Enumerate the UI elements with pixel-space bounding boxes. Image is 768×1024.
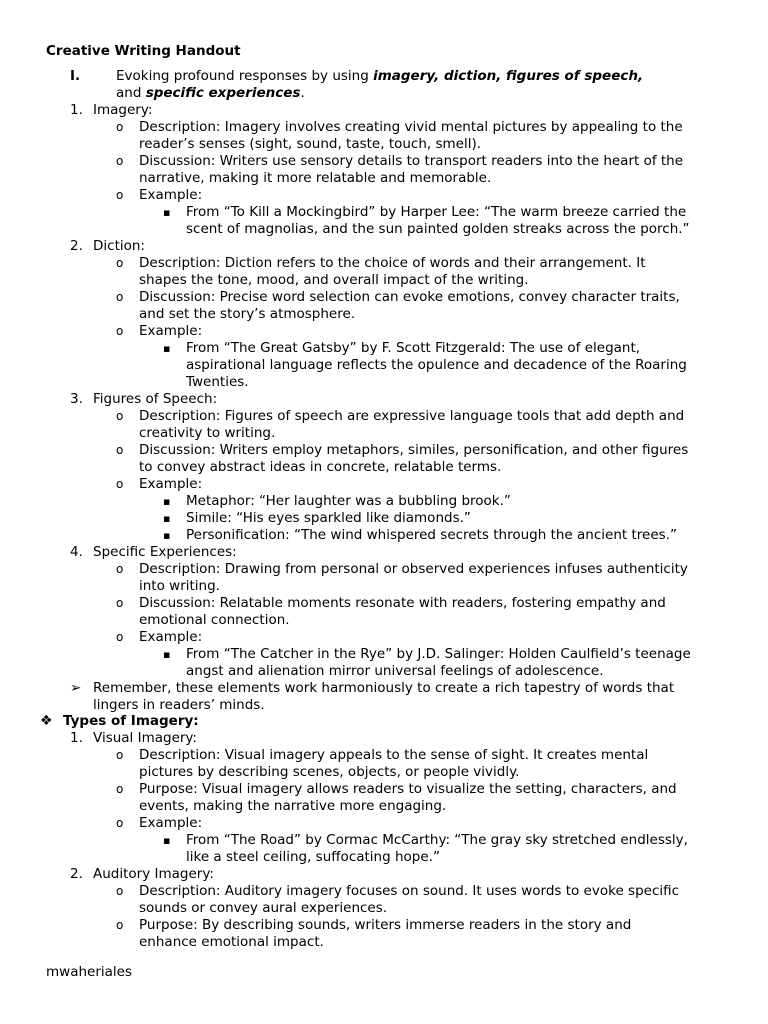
list-item: Description: Figures of speech are expressive language tools that add depth and	[139, 408, 685, 424]
square-bullet-icon: ▪	[163, 648, 171, 661]
roman-marker: I.	[70, 68, 81, 84]
list-item: Metaphor: “Her laughter was a bubbling brook.”	[186, 493, 511, 509]
list-item: scent of magnolias, and the sun painted golden streaks across the porch.”	[186, 221, 690, 237]
section-title: Types of Imagery:	[63, 713, 199, 729]
section-heading: Diction:	[93, 238, 145, 254]
arrow-bullet-icon: ➢	[70, 680, 82, 696]
list-item: Personification: “The wind whispered secrets through the ancient trees.”	[186, 527, 677, 543]
list-item: Simile: “His eyes sparkled like diamonds.”	[186, 510, 471, 526]
circle-bullet-icon: o	[116, 816, 124, 830]
list-item: Purpose: By describing sounds, writers immerse readers in the story and	[139, 917, 632, 933]
square-bullet-icon: ▪	[163, 512, 171, 525]
list-item: aspirational language reflects the opulence and decadence of the Roaring	[186, 357, 687, 373]
list-item: Purpose: Visual imagery allows readers to visualize the setting, characters, and	[139, 781, 677, 797]
list-number: 3.	[70, 391, 83, 407]
list-item: Description: Drawing from personal or observed experiences infuses authenticity	[139, 561, 688, 577]
text: .	[300, 85, 305, 101]
list-item: Discussion: Writers use sensory details to transport readers into the heart of the	[139, 153, 684, 169]
list-item: angst and alienation mirror universal feelings of adolescence.	[186, 663, 604, 679]
list-item: reader’s senses (sight, sound, taste, touch, smell).	[139, 136, 482, 152]
list-item: From “To Kill a Mockingbird” by Harper Lee: “The warm breeze carried the	[186, 204, 687, 220]
list-item: Description: Auditory imagery focuses on sound. It uses words to evoke specific	[139, 883, 680, 899]
section-heading: Imagery:	[93, 102, 153, 118]
circle-bullet-icon: o	[116, 596, 124, 610]
list-item: lingers in readers’ minds.	[93, 697, 265, 713]
emphasis-text: imagery, diction, figures of speech,	[373, 68, 644, 84]
circle-bullet-icon: o	[116, 154, 124, 168]
circle-bullet-icon: o	[116, 188, 124, 202]
section-heading: Figures of Speech:	[93, 391, 218, 407]
list-item: Example:	[139, 629, 203, 645]
roman-line-1	[116, 68, 643, 85]
roman-line-2	[116, 85, 305, 102]
circle-bullet-icon: o	[116, 748, 124, 762]
list-number: 2.	[70, 238, 83, 254]
circle-bullet-icon: o	[116, 782, 124, 796]
list-item: to convey abstract ideas in concrete, relatable terms.	[139, 459, 502, 475]
list-item: creativity to writing.	[139, 425, 276, 441]
circle-bullet-icon: o	[116, 120, 124, 134]
circle-bullet-icon: o	[116, 477, 124, 491]
list-item: Remember, these elements work harmoniously to create a rich tapestry of words that	[93, 680, 675, 696]
list-item: and set the story’s atmosphere.	[139, 306, 356, 322]
list-item: Example:	[139, 323, 203, 339]
list-item: Discussion: Writers employ metaphors, similes, personification, and other figures	[139, 442, 689, 458]
list-item: Description: Diction refers to the choice of words and their arrangement. It	[139, 255, 646, 271]
list-number: 2.	[70, 866, 83, 882]
list-number: 1.	[70, 102, 83, 118]
section-heading: Auditory Imagery:	[93, 866, 214, 882]
diamond-bullet-icon: ❖	[40, 713, 53, 729]
circle-bullet-icon: o	[116, 443, 124, 457]
square-bullet-icon: ▪	[163, 206, 171, 219]
list-item: enhance emotional impact.	[139, 934, 324, 950]
list-item: into writing.	[139, 578, 220, 594]
list-item: Twenties.	[186, 374, 249, 390]
footer-author: mwaheriales	[46, 964, 132, 980]
list-item: Discussion: Relatable moments resonate with readers, fostering empathy and	[139, 595, 666, 611]
section-heading: Visual Imagery:	[93, 730, 197, 746]
square-bullet-icon: ▪	[163, 342, 171, 355]
circle-bullet-icon: o	[116, 918, 124, 932]
list-item: From “The Great Gatsby” by F. Scott Fitzgerald: The use of elegant,	[186, 340, 641, 356]
list-item: like a steel ceiling, suffocating hope.”	[186, 849, 440, 865]
list-item: From “The Catcher in the Rye” by J.D. Salinger: Holden Caulfield’s teenage	[186, 646, 691, 662]
list-item: events, making the narrative more engaging.	[139, 798, 447, 814]
list-item: sounds or convey aural experiences.	[139, 900, 388, 916]
circle-bullet-icon: o	[116, 562, 124, 576]
circle-bullet-icon: o	[116, 324, 124, 338]
list-item: Description: Imagery involves creating vivid mental pictures by appealing to the	[139, 119, 683, 135]
text: Evoking profound responses by using	[116, 68, 374, 84]
square-bullet-icon: ▪	[163, 495, 171, 508]
circle-bullet-icon: o	[116, 409, 124, 423]
list-item: Example:	[139, 476, 203, 492]
circle-bullet-icon: o	[116, 256, 124, 270]
page-title: Creative Writing Handout	[46, 43, 241, 59]
text: and	[116, 85, 146, 101]
list-item: pictures by describing scenes, objects, or people vividly.	[139, 764, 520, 780]
list-item: emotional connection.	[139, 612, 290, 628]
circle-bullet-icon: o	[116, 884, 124, 898]
list-number: 1.	[70, 730, 83, 746]
section-heading: Specific Experiences:	[93, 544, 237, 560]
square-bullet-icon: ▪	[163, 529, 171, 542]
list-item: Description: Visual imagery appeals to the sense of sight. It creates mental	[139, 747, 649, 763]
list-number: 4.	[70, 544, 83, 560]
list-item: Example:	[139, 187, 203, 203]
square-bullet-icon: ▪	[163, 834, 171, 847]
list-item: Example:	[139, 815, 203, 831]
list-item: From “The Road” by Cormac McCarthy: “The gray sky stretched endlessly,	[186, 832, 688, 848]
list-item: Discussion: Precise word selection can evoke emotions, convey character traits,	[139, 289, 680, 305]
list-item: shapes the tone, mood, and overall impact of the writing.	[139, 272, 529, 288]
circle-bullet-icon: o	[116, 290, 124, 304]
circle-bullet-icon: o	[116, 630, 124, 644]
list-item: narrative, making it more relatable and memorable.	[139, 170, 492, 186]
emphasis-text: specific experiences	[145, 85, 301, 101]
